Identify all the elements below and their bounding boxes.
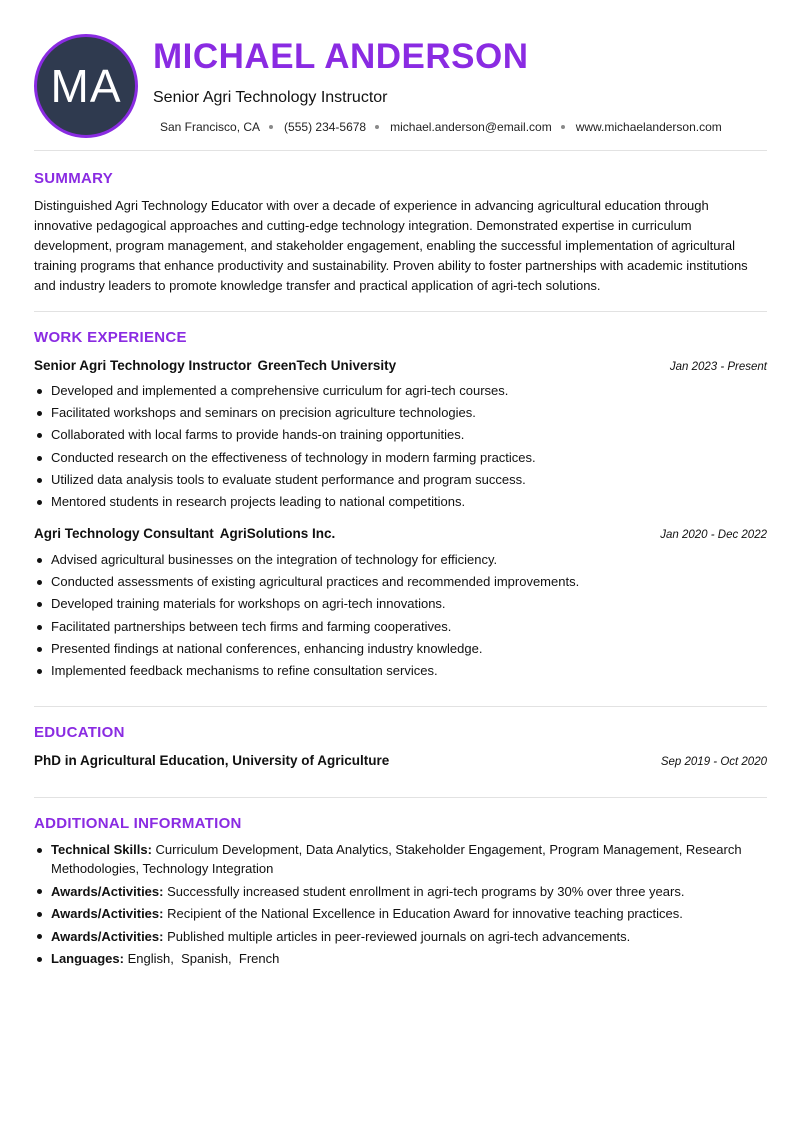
list-item: Presented findings at national conferences, enhancing industry knowledge. — [34, 638, 767, 660]
list-item — [34, 904, 767, 923]
list-item: Conducted research on the effectiveness of technology in modern farming practices. — [34, 447, 767, 469]
item-label: Awards/Activities: — [51, 906, 164, 921]
divider — [34, 706, 767, 707]
contact-email[interactable]: michael.anderson@email.com — [390, 120, 552, 134]
candidate-title: Senior Agri Technology Instructor — [153, 89, 388, 106]
list-item: Utilized data analysis tools to evaluate student performance and program success. — [34, 469, 767, 491]
divider — [34, 150, 767, 151]
separator-dot-icon — [561, 125, 565, 129]
candidate-name: MICHAEL ANDERSON — [153, 37, 529, 76]
list-item: Collaborated with local farms to provide hands-on training opportunities. — [34, 424, 767, 446]
experience-heading: WORK EXPERIENCE — [34, 329, 187, 346]
contact-website[interactable]: www.michaelanderson.com — [575, 120, 722, 134]
job-header — [34, 526, 767, 541]
list-item: Facilitated workshops and seminars on precision agriculture technologies. — [34, 402, 767, 424]
contact-phone: (555) 234-5678 — [284, 120, 367, 134]
separator-dot-icon — [375, 125, 379, 129]
list-item: Facilitated partnerships between tech firms and farming cooperatives. — [34, 616, 767, 638]
contact-location: San Francisco, CA — [160, 120, 261, 134]
summary-heading: SUMMARY — [34, 170, 114, 187]
summary-text: Distinguished Agri Technology Educator with over a decade of experience in advancing agricultural education through innovative pedagogical approaches and cutting-edge technology integration. Demonstrated expertise in curriculum development, program management, and stakeholder engagement, enabling the successful implementation of agricultural training programs that enhance productivity and sustainability. Proven ability to foster partnerships with academic institutions and industry leaders to promote knowledge transfer and practical application of agri-tech solutions. — [34, 198, 748, 293]
list-item: Developed and implemented a comprehensive curriculum for agri-tech courses. — [34, 380, 767, 402]
education-row — [34, 753, 767, 768]
list-item: Advised agricultural businesses on the integration of technology for efficiency. — [34, 549, 767, 571]
item-text: Recipient of the National Excellence in Education Award for innovative teaching practices. — [167, 906, 683, 921]
divider — [34, 797, 767, 798]
list-item — [34, 840, 767, 878]
list-item: Mentored students in research projects leading to national competitions. — [34, 491, 767, 513]
job-bullet-list — [34, 549, 767, 682]
list-item — [34, 927, 767, 946]
job-bullet-list — [34, 380, 767, 513]
job-role: Senior Agri Technology Instructor — [34, 358, 252, 373]
item-text: English, Spanish, French — [127, 951, 280, 966]
avatar — [34, 34, 138, 138]
job-title — [34, 526, 335, 541]
job-role: Agri Technology Consultant — [34, 526, 214, 541]
education-heading: EDUCATION — [34, 724, 125, 741]
divider — [34, 311, 767, 312]
job-title — [34, 358, 396, 373]
education-dates: Sep 2019 - Oct 2020 — [660, 756, 767, 768]
list-item: Implemented feedback mechanisms to refine consultation services. — [34, 660, 767, 682]
item-label: Awards/Activities: — [51, 883, 164, 899]
education-degree: PhD in Agricultural Education, University of Agriculture — [34, 753, 390, 768]
additional-list — [34, 840, 767, 972]
job-company: GreenTech University — [257, 358, 397, 373]
contact-row — [160, 119, 722, 135]
job-dates: Jan 2023 - Present — [669, 361, 767, 373]
job-dates: Jan 2020 - Dec 2022 — [660, 529, 767, 541]
list-item — [34, 882, 767, 901]
additional-heading: ADDITIONAL INFORMATION — [34, 815, 242, 832]
list-item — [34, 949, 767, 968]
avatar-initials: MA — [50, 60, 122, 112]
list-item: Conducted assessments of existing agricultural practices and recommended improvements. — [34, 571, 767, 593]
list-item: Developed training materials for workshops on agri-tech innovations. — [34, 593, 767, 615]
job-company: AgriSolutions Inc. — [219, 526, 336, 541]
item-text: Published multiple articles in peer-reviewed journals on agri-tech advancements. — [167, 928, 631, 944]
item-label: Awards/Activities: — [51, 928, 164, 944]
item-label: Languages: — [51, 951, 124, 966]
item-text: Successfully increased student enrollment in agri-tech programs by 30% over three years. — [167, 883, 685, 899]
job-header — [34, 358, 767, 373]
item-label: Technical Skills: — [51, 842, 152, 857]
separator-dot-icon — [269, 125, 273, 129]
item-text: Curriculum Development, Data Analytics, Stakeholder Engagement, Program Management, Research Methodologies, Technology Integration — [51, 842, 742, 876]
